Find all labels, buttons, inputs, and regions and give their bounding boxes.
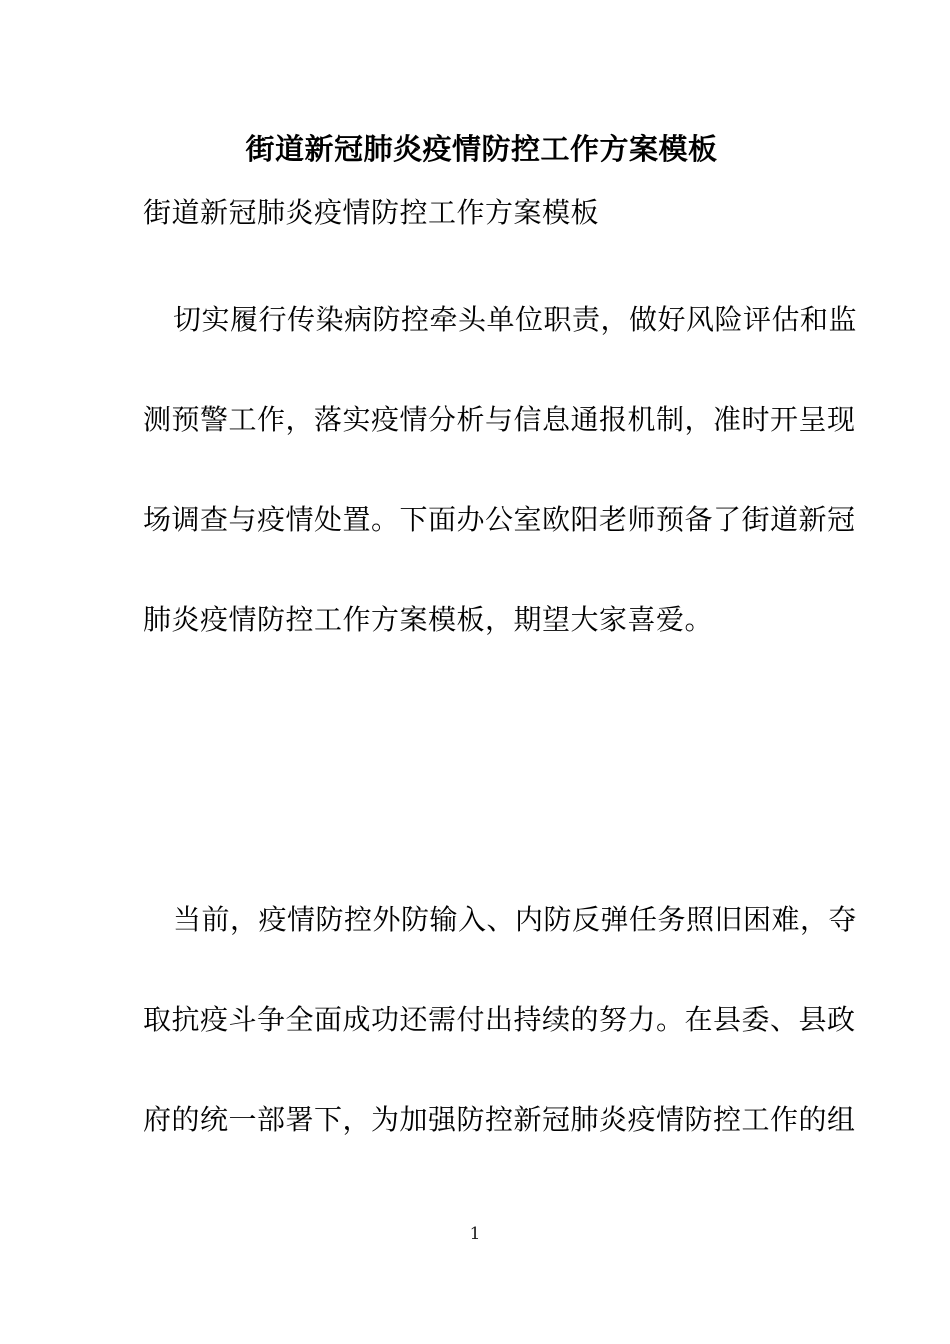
paragraph-line: 取抗疫斗争全面成功还需付出持续的努力。在县委、县政 <box>143 1003 856 1036</box>
paragraph-line: 肺炎疫情防控工作方案模板，期望大家喜爱。 <box>143 603 714 636</box>
paragraph-line: 测预警工作，落实疫情分析与信息通报机制，准时开呈现 <box>143 403 856 436</box>
paragraph-2 <box>143 870 858 1170</box>
paragraph-line: 府的统一部署下，为加强防控新冠肺炎疫情防控工作的组 <box>143 1103 856 1136</box>
document-title: 街道新冠肺炎疫情防控工作方案模板 <box>245 132 718 166</box>
page-footer <box>0 1224 950 1244</box>
paragraph-line: 切实履行传染病防控牵头单位职责，做好风险评估和监 <box>173 303 858 336</box>
paragraph-line: 场调查与疫情处置。下面办公室欧阳老师预备了街道新冠 <box>143 503 856 536</box>
paragraph-1 <box>143 270 858 670</box>
document-subtitle-line: 街道新冠肺炎疫情防控工作方案模板 <box>143 196 600 229</box>
page-number: 1 <box>469 1224 481 1244</box>
paragraph-line: 当前，疫情防控外防输入、内防反弹任务照旧困难，夺 <box>173 903 858 936</box>
